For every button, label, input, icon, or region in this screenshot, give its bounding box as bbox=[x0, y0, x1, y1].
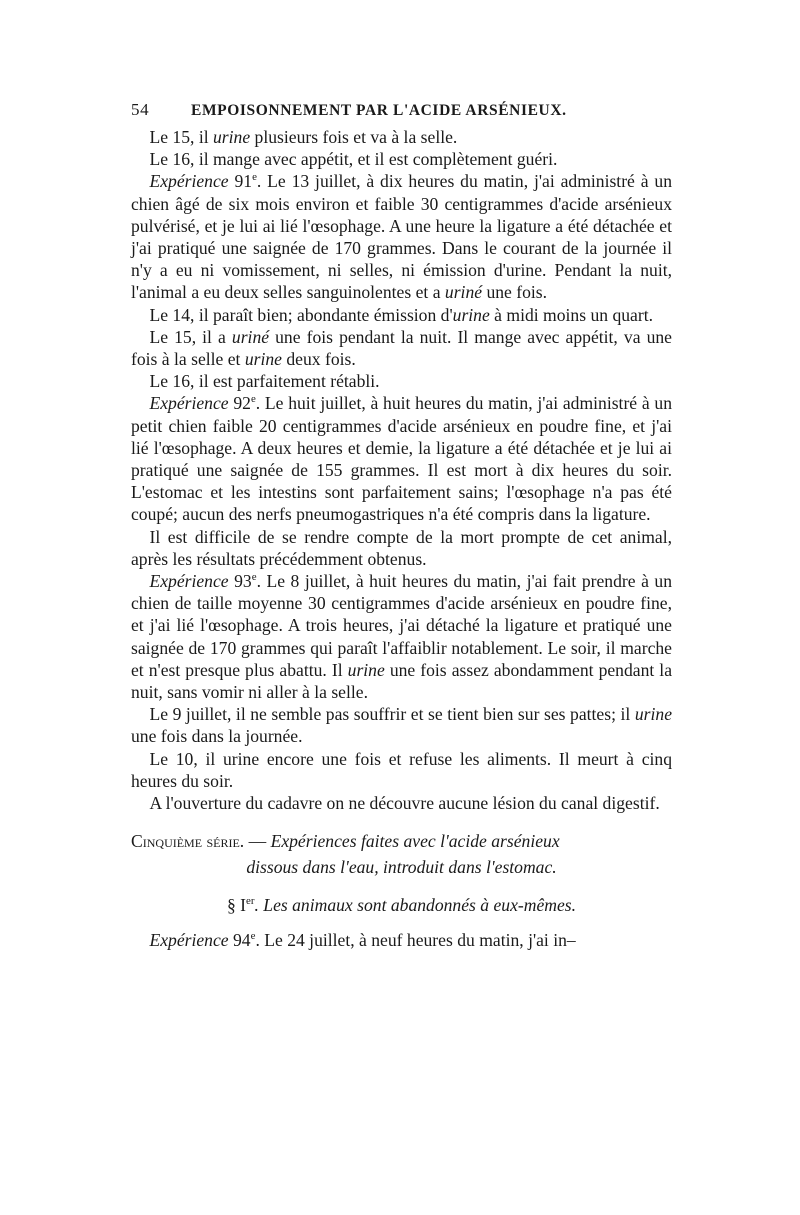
running-title: EMPOISONNEMENT PAR L'ACIDE ARSÉNIEUX. bbox=[191, 102, 567, 119]
paragraph-experience-91: Expérience 91e. Le 13 juillet, à dix heures du matin, j'ai administré à un chien âgé de six mois environ et faible 30 centigrammes d'acide arsénieux pulvérisé, et je lui ai lié l'œsophage. A une heure la ligature a été détachée et j'ai pratiqué une saignée de 170 grammes. Dans le courant de la journée il n'y a eu ni vomissement, ni selles, ni émission d'urine. Pendant la nuit, l'animal a eu deux selles sanguinolentes et a uriné une fois. bbox=[131, 171, 672, 303]
section-heading: § Ier. Les animaux sont abandonnés à eux-mêmes. bbox=[226, 895, 577, 916]
paragraph-day-16: Le 16, il mange avec appétit, et il est complètement guéri. bbox=[149, 149, 558, 170]
series-title-line2: dissous dans l'eau, introduit dans l'estomac. bbox=[246, 857, 557, 878]
paragraph-day-15-b: Le 15, il a uriné une fois pendant la nuit. Il mange avec appétit, va une fois à la selle et urine deux fois. bbox=[131, 326, 672, 370]
experience-label: Expérience bbox=[149, 171, 229, 192]
body-text bbox=[131, 126, 672, 951]
paragraph-day-14: Le 14, il paraît bien; abondante émission d'urine à midi moins un quart. bbox=[149, 304, 653, 325]
page-number: 54 bbox=[131, 100, 150, 119]
series-label: Cinquième série. bbox=[131, 831, 245, 852]
experience-label: Expérience bbox=[149, 393, 229, 414]
paragraph-commentary: Il est difficile de se rendre compte de la mort prompte de cet animal, après les résultats précédemment obtenus. bbox=[131, 526, 672, 569]
paragraph-day-16-b: Le 16, il est parfaitement rétabli. bbox=[149, 371, 380, 392]
paragraph-autopsy: A l'ouverture du cadavre on ne découvre aucune lésion du canal digestif. bbox=[149, 793, 660, 814]
experience-label: Expérience bbox=[149, 929, 229, 950]
paragraph-day-15: Le 15, il urine plusieurs fois et va à la selle. bbox=[149, 127, 458, 147]
series-title-line1: Expériences faites avec l'acide arsénieux bbox=[270, 831, 560, 852]
paragraph-experience-92: Expérience 92e. Le huit juillet, à huit heures du matin, j'ai administré à un petit chien faible 20 centigrammes d'acide arsénieux en poudre fine, et j'ai lié l'œsophage. A deux heures et demie, la ligature a été détachée et je lui ai pratiqué une saignée de 155 grammes. Il est mort à dix heures du soir. L'estomac et les intestins sont parfaitement sains; l'œsophage n'a pas été coupé; aucun des nerfs pneumogastriques n'a été compris dans la ligature. bbox=[131, 393, 672, 525]
paragraph-day-10: Le 10, il urine encore une fois et refuse les aliments. Il meurt à cinq heures du soir. bbox=[131, 748, 672, 791]
paragraph-experience-94: Expérience 94e. Le 24 juillet, à neuf heures du matin, j'ai in– bbox=[149, 929, 576, 950]
experience-label: Expérience bbox=[149, 571, 229, 592]
series-heading: Cinquième série. — Expériences faites avec l'acide arsénieux dissous dans l'eau, introduit dans l'estomac. bbox=[131, 828, 672, 880]
running-head bbox=[131, 100, 672, 120]
paragraph-day-9: Le 9 juillet, il ne semble pas souffrir et se tient bien sur ses pattes; il urine une fois dans la journée. bbox=[131, 704, 672, 747]
paragraph-experience-93: Expérience 93e. Le 8 juillet, à huit heures du matin, j'ai fait prendre à un chien de taille moyenne 30 centigrammes d'acide arsénieux en poudre fine, et j'ai lié l'œsophage. A trois heures, j'ai détaché la ligature et pratiqué une saignée de 170 grammes qui paraît l'affaiblir notablement. Le soir, il marche et n'est presque plus abattu. Il urine une fois assez abondamment pendant la nuit, sans vomir ni aller à la selle. bbox=[131, 571, 673, 703]
